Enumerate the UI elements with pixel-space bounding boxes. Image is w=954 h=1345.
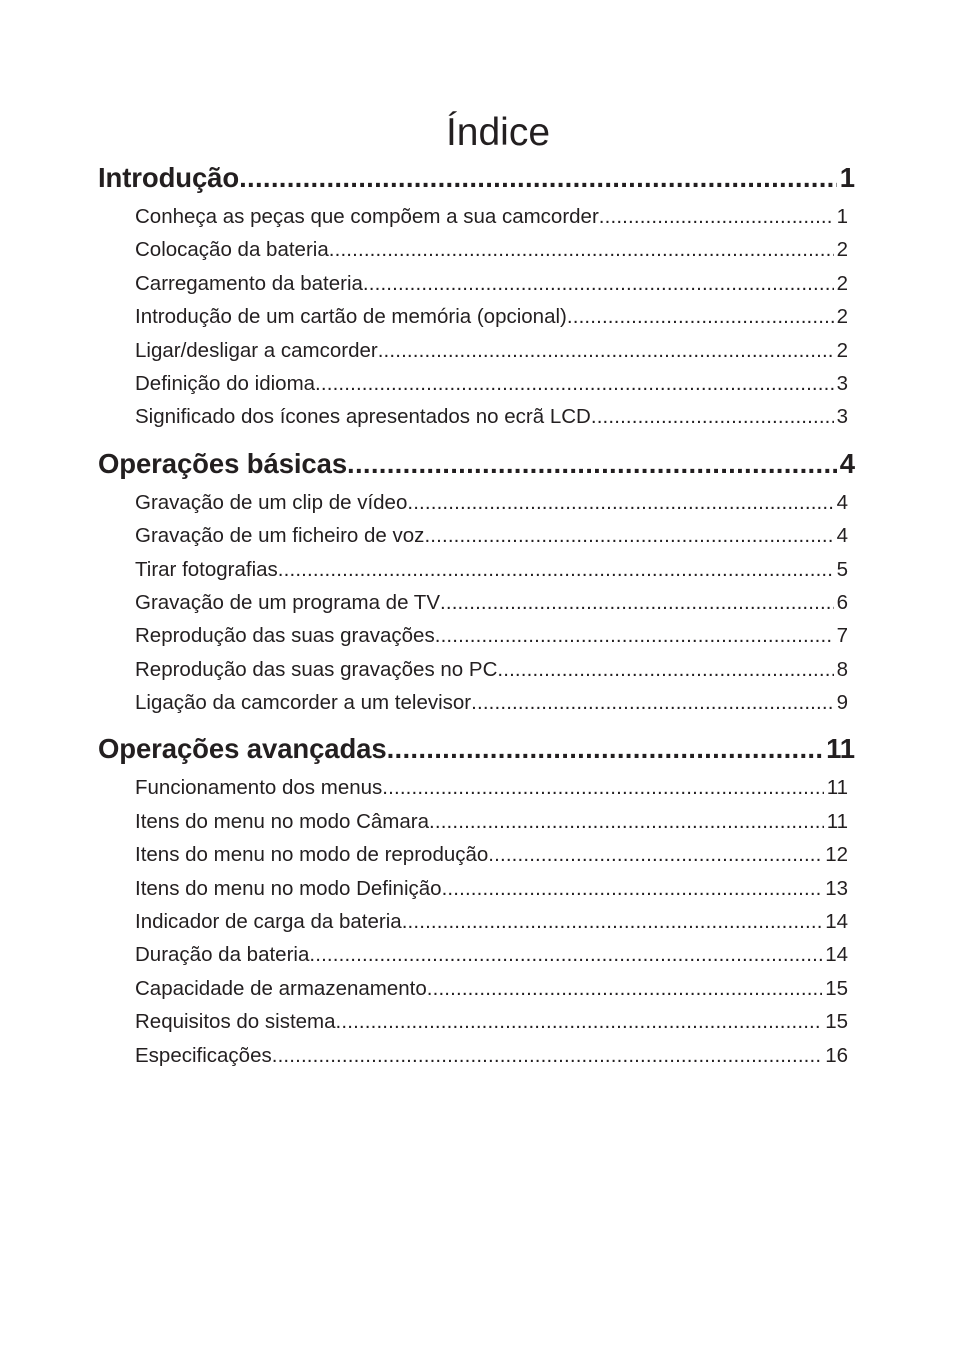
toc-section-title: Operações básicas xyxy=(98,447,348,479)
toc-entry[interactable] xyxy=(135,771,848,804)
dot-leader xyxy=(272,1039,822,1072)
toc-entry[interactable] xyxy=(135,653,848,686)
toc-section-operacoes-avancadas xyxy=(98,730,855,1072)
toc-section-page: 1 xyxy=(839,162,855,193)
toc-entry[interactable] xyxy=(135,519,848,552)
dot-leader xyxy=(363,267,834,300)
toc-entry-label: Significado dos ícones apresentados no ecrã LCD xyxy=(135,405,591,429)
toc-entry-page: 11 xyxy=(826,776,848,800)
dot-leader xyxy=(239,159,837,197)
dot-leader xyxy=(382,771,823,804)
toc-entry-page: 15 xyxy=(825,976,848,1000)
toc-entry[interactable] xyxy=(135,905,848,938)
toc-entry[interactable] xyxy=(135,686,848,719)
toc-entry-page: 14 xyxy=(825,943,848,967)
toc-entry-page: 5 xyxy=(836,557,848,581)
toc-entry[interactable] xyxy=(135,938,848,971)
toc-entry-label: Requisitos do sistema xyxy=(135,1010,336,1034)
toc-entry-page: 1 xyxy=(836,205,848,228)
dot-leader xyxy=(591,400,834,433)
toc-entry-label: Itens do menu no modo Câmara xyxy=(135,809,429,833)
page-title: Índice xyxy=(445,111,551,155)
toc-entry[interactable] xyxy=(135,267,848,300)
toc-entry[interactable] xyxy=(135,972,848,1005)
toc-entry-page: 4 xyxy=(836,524,848,548)
toc-entry-label: Itens do menu no modo de reprodução xyxy=(135,843,489,867)
toc-entry-page: 12 xyxy=(825,843,848,867)
toc-entry-label: Definição do idioma xyxy=(135,371,316,395)
dot-leader xyxy=(278,553,834,586)
toc-entry-label: Gravação de um programa de TV xyxy=(135,590,440,614)
toc-section-page: 4 xyxy=(839,447,855,479)
toc-entry-label: Conheça as peças que compõem a sua camcorder xyxy=(135,205,599,228)
toc-entry[interactable] xyxy=(135,1039,848,1072)
toc-entry[interactable] xyxy=(135,334,848,367)
toc-entry[interactable] xyxy=(135,300,848,333)
toc-entry[interactable] xyxy=(135,1005,848,1038)
toc-entry-page: 2 xyxy=(836,338,848,362)
toc-section-heading[interactable] xyxy=(98,159,855,197)
toc-entry[interactable] xyxy=(135,553,848,586)
toc-entry-label: Reprodução das suas gravações xyxy=(135,624,435,648)
dot-leader xyxy=(378,334,834,367)
toc-entry-page: 8 xyxy=(836,657,848,681)
dot-leader xyxy=(488,838,822,871)
toc-entry-label: Especificações xyxy=(135,1043,272,1067)
dot-leader xyxy=(336,1005,823,1038)
toc-entry-label: Duração da bateria xyxy=(135,943,310,967)
dot-leader xyxy=(329,233,834,266)
toc-entry-page: 4 xyxy=(836,490,848,514)
toc-section-title: Introdução xyxy=(98,162,240,193)
toc-entry-page: 6 xyxy=(836,590,848,614)
toc-section-introducao xyxy=(98,159,855,434)
toc-entry[interactable] xyxy=(135,619,848,652)
dot-leader xyxy=(429,805,824,838)
dot-leader xyxy=(497,653,833,686)
dot-leader xyxy=(435,619,834,652)
toc-entry-label: Ligação da camcorder a um televisor xyxy=(135,691,472,715)
toc-entry-label: Capacidade de armazenamento xyxy=(135,976,427,1000)
dot-leader xyxy=(407,486,833,519)
toc-entry-label: Introdução de um cartão de memória (opcional) xyxy=(135,305,567,329)
toc-entry-label: Colocação da bateria xyxy=(135,238,329,262)
toc-section-heading[interactable] xyxy=(98,730,855,768)
toc-entry-page: 7 xyxy=(836,624,848,648)
dot-leader xyxy=(315,367,834,400)
toc-section-operacoes-basicas xyxy=(98,445,855,720)
toc-entry-page: 2 xyxy=(836,305,848,329)
toc-entry-page: 14 xyxy=(825,910,848,934)
toc-entry-label: Gravação de um ficheiro de voz xyxy=(135,524,425,548)
toc-entry-label: Itens do menu no modo Definição xyxy=(135,876,442,900)
dot-leader xyxy=(347,445,837,483)
toc-entry-label: Funcionamento dos menus xyxy=(135,776,383,800)
toc-entry-page: 15 xyxy=(825,1010,848,1034)
toc-entry-page: 2 xyxy=(836,238,848,262)
toc-entry-label: Reprodução das suas gravações no PC xyxy=(135,657,498,681)
toc-entries xyxy=(98,200,855,434)
toc-entries xyxy=(98,486,855,720)
toc-entry-label: Carregamento da bateria xyxy=(135,271,363,295)
dot-leader xyxy=(471,686,833,719)
table-of-contents xyxy=(98,159,855,1072)
toc-entry[interactable] xyxy=(135,486,848,519)
dot-leader xyxy=(309,938,822,971)
dot-leader xyxy=(427,972,822,1005)
dot-leader xyxy=(567,300,834,333)
toc-entry[interactable] xyxy=(135,805,848,838)
toc-entry-page: 9 xyxy=(836,691,848,715)
dot-leader xyxy=(402,905,823,938)
toc-entry-page: 3 xyxy=(836,405,848,429)
toc-section-title: Operações avançadas xyxy=(98,733,387,765)
dot-leader xyxy=(599,200,834,233)
toc-entry-page: 2 xyxy=(836,271,848,295)
toc-entry-page: 16 xyxy=(825,1043,848,1067)
toc-entry[interactable] xyxy=(135,367,848,400)
dot-leader xyxy=(442,872,823,905)
toc-entry[interactable] xyxy=(135,838,848,871)
toc-entry[interactable] xyxy=(135,200,848,233)
toc-entry-label: Gravação de um clip de vídeo xyxy=(135,490,408,514)
toc-entry-page: 11 xyxy=(826,809,848,833)
toc-section-heading[interactable] xyxy=(98,445,855,483)
toc-entry-label: Ligar/desligar a camcorder xyxy=(135,338,378,362)
dot-leader xyxy=(387,730,824,768)
toc-entry-page: 13 xyxy=(825,876,848,900)
toc-entry-label: Indicador de carga da bateria xyxy=(135,910,402,934)
dot-leader xyxy=(424,519,833,552)
dot-leader xyxy=(440,586,834,619)
toc-entries xyxy=(98,771,855,1072)
toc-entry[interactable] xyxy=(135,872,848,905)
toc-section-page: 11 xyxy=(826,733,855,765)
toc-entry[interactable] xyxy=(135,400,848,433)
toc-entry[interactable] xyxy=(135,586,848,619)
toc-entry-page: 3 xyxy=(836,371,848,395)
toc-entry-label: Tirar fotografias xyxy=(135,557,278,581)
toc-entry[interactable] xyxy=(135,233,848,266)
